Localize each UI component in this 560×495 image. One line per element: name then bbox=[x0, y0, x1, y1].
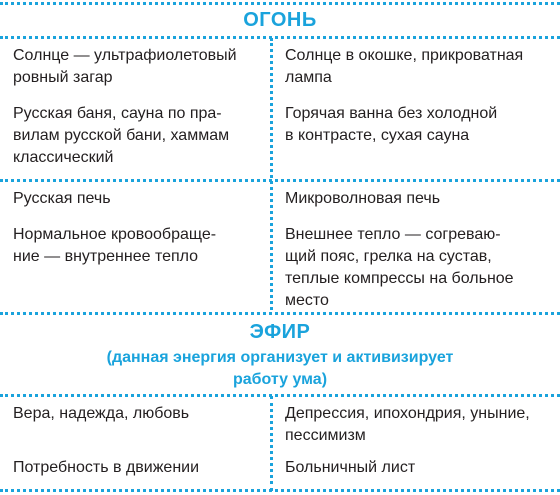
cell-text: Нормальное кровообраще- ние — внутреннее тепло bbox=[13, 226, 217, 265]
column-divider bbox=[270, 396, 273, 491]
divider bbox=[0, 179, 560, 182]
divider bbox=[0, 489, 560, 492]
cell-text: Внешнее тепло — согреваю- щий пояс, грелка на сустав, теплые компрессы на больное место bbox=[285, 226, 514, 309]
cell-text: Русская печь bbox=[13, 190, 111, 207]
section-title-fire: ОГОНЬ bbox=[243, 9, 317, 31]
cell-text: Солнце — ультрафиолетовый ровный загар bbox=[13, 47, 237, 86]
cell-text: Депрессия, ипохондрия, уныние, пессимизм bbox=[285, 405, 530, 444]
divider bbox=[0, 2, 560, 5]
divider bbox=[0, 394, 560, 397]
divider bbox=[0, 312, 560, 315]
cell-text: Больничный лист bbox=[285, 459, 416, 476]
cell-text: Вера, надежда, любовь bbox=[13, 405, 190, 422]
cell-text: Солнце в окошке, прикроватная лампа bbox=[285, 47, 524, 86]
section-subtitle-ether: (данная энергия организует и активизирует работу ума) bbox=[106, 349, 454, 388]
section-title-ether: ЭФИР bbox=[249, 321, 311, 343]
cell-text: Горячая ванна без холодной в контрасте, сухая сауна bbox=[285, 105, 498, 144]
cell-text: Микроволновая печь bbox=[285, 190, 441, 207]
column-divider bbox=[270, 38, 273, 310]
divider bbox=[0, 36, 560, 39]
cell-text: Потребность в движении bbox=[13, 459, 200, 476]
cell-text: Русская баня, сауна по пра- вилам русской бани, хаммам классический bbox=[13, 105, 230, 166]
